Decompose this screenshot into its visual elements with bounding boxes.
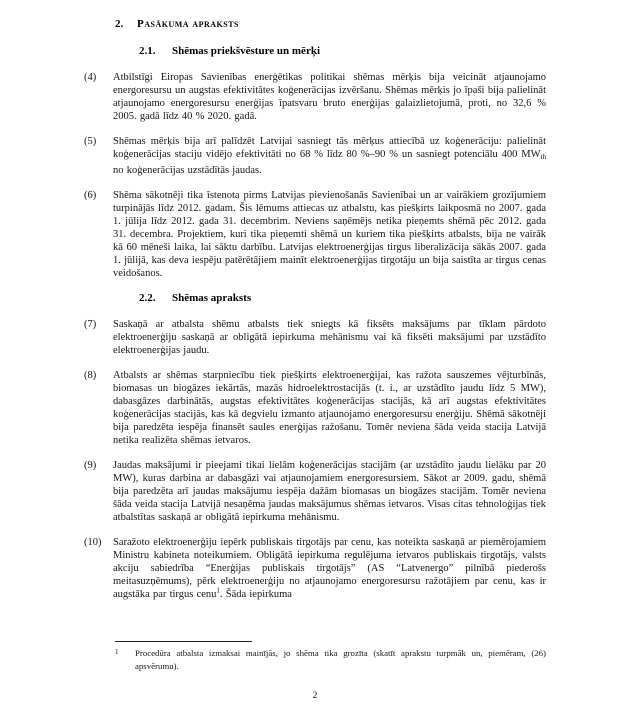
paragraph-6: [84, 189, 546, 280]
page-number: 2: [312, 691, 318, 701]
paragraph-number: (6): [84, 190, 97, 201]
section-heading-number: 2.: [115, 18, 124, 30]
subsection-heading-number: 2.2.: [139, 292, 156, 304]
footnote-text: Procedūra atbalsta izmaksai mainījās, jo shēma tika grozīta (skatīt aprakstu turpmāk un, piemēram, (26) apsvērumu).: [135, 648, 546, 671]
paragraph-text: [113, 135, 546, 177]
paragraph-number: (10): [84, 537, 102, 548]
subsection-heading-title: Shēmas priekšvēsture un mērķi: [172, 45, 320, 57]
section-heading-2-1: [139, 45, 546, 58]
paragraph-9: [84, 459, 546, 524]
footnote-reference-marker: 1: [216, 586, 220, 595]
footnote-separator-rule: [115, 641, 252, 642]
paragraph-number: (8): [84, 370, 97, 381]
paragraph-number: (9): [84, 460, 97, 471]
paragraph-8: [84, 369, 546, 447]
subscript-unit: th: [540, 153, 546, 161]
footnote-section: [84, 641, 546, 672]
section-heading-2: [115, 18, 546, 31]
paragraph-10: [84, 536, 546, 601]
paragraph-text-segment: Saražoto elektroenerģiju iepērk publiskais tirgotājs par cenu, kas noteikta saskaņā ar piemērojamiem Ministru kabineta noteikumiem. Obligātā iepirkuma regulējuma ietvaros publiskais tirgotājs, valsts akciju sabiedrība “Enerģijas publiskais tirgotājs” (AS “Latvenergo” pilnībā piederošs meitasuzņēmums), pērk elektroenerģiju no atjaunojamo energoresursu ražotājiem par cenu, kas ir augstāka par tirgus cenu: [113, 537, 546, 600]
footnote-1: [84, 647, 546, 672]
paragraph-text: Atbilstīgi Eiropas Savienības enerģētikas politikai shēmas mērķis bija veicināt atjaunojamo energoresursu un augstas efektivitātes koģenerācijas izvēršanu. Shēmas mērķis jo īpaši bija palielināt atjaunojamo energoresursu enerģijas īpatsvaru bruto enerģijas galaizlietojumā, proti, no 32,6 % 2005. gadā līdz 40 % 2020. gadā.: [113, 72, 546, 122]
paragraph-text: Atbalsts ar shēmas starpniecību tiek piešķirts elektroenerģijai, kas ražota sauszemes vējturbīnās, biomasas un biogāzes iekārtās, mazās hidroelektrostacijās (t. i., ar uzstādīto jaudu līdz 5 MW), dabasgāzes darbinātās, augstas efektivitātes koģenerācijas stacijās, kā arī augstas efektivitātes koģenerācijas stacijās, kas kā degvielu izmanto atjaunojamo energoresursu enerģiju. Shēmā sākotnēji bija paredzēta iespēja finansēt saules enerģijas ražošanu. Tomēr neviena šāda veida stacija Latvijā netika realizēta shēmas ietvaros.: [113, 370, 546, 446]
paragraph-5: [84, 135, 546, 177]
paragraph-number: (7): [84, 319, 97, 330]
paragraph-4: [84, 71, 546, 123]
paragraph-text: [113, 536, 546, 601]
document-body: [84, 14, 546, 613]
paragraph-text-segment: no koģenerācijas uzstādītās jaudas.: [113, 165, 262, 176]
paragraph-text-segment: . Šāda iepirkuma: [219, 589, 292, 600]
paragraph-number: (4): [84, 72, 97, 83]
footnote-marker: 1: [115, 648, 119, 656]
subsection-heading-title: Shēmas apraksts: [172, 292, 252, 304]
paragraph-text: Saskaņā ar atbalsta shēmu atbalsts tiek sniegts kā fiksēts maksājums par tīklam pārdoto elektroenerģiju saskaņā ar obligātā iepirkuma mehānismu vai kā fiksēti maksājumi par uzstādīto elektroenerģijas jaudu.: [113, 319, 546, 356]
subsection-heading-number: 2.1.: [139, 45, 156, 57]
paragraph-text: Jaudas maksājumi ir pieejami tikai lielām koģenerācijas stacijām (ar uzstādīto jaudu lielāku par 20 MW), kuras darbina ar dabasgāzi vai atjaunojamiem energoresursiem. Sākot ar 2009. gadu, shēmā bija paredzēta arī jaudas maksājumu iespēja dažām biomasas un biogāzes stacijām. Tomēr neviena šāda veida stacija Latvijā nesaņēma jaudas maksājumus shēmas ietvaros. Visas citas tehnoloģijas tiek atbalstītas saskaņā ar obligātā iepirkuma mehānismu.: [113, 460, 546, 523]
paragraph-number: (5): [84, 136, 97, 147]
section-heading-2-2: [139, 292, 546, 305]
paragraph-text-segment: Shēmas mērķis bija arī palīdzēt Latvijai sasniegt tās mērķus attiecībā uz koģenerāciju: palielināt koģenerācijas staciju vidējo efektivitāti no 68 % līdz 80 %–90 % un sasniegt potenciālu 400 MW: [113, 136, 546, 160]
paragraph-7: [84, 318, 546, 357]
section-heading-title: Pasākuma apraksts: [137, 18, 239, 30]
paragraph-text: Shēma sākotnēji tika īstenota pirms Latvijas pievienošanās Savienībai un ar vairākiem grozījumiem turpinājās līdz 2012. gadam. Šis lēmums attiecas uz atbalstu, kas piešķirts laikposmā no 2007. gada 1. jūlija līdz 2012. gada 31. decembrim. Neviens saņēmējs netika pieņemts shēmā pēc 2012. gada 31. decembra. Projektiem, kuri tika pieņemti shēmā un kuriem tika piešķirts atbalsts, bija ne vairāk kā 60 mēneši laika, lai sāktu darbību. Latvijas elektroenerģijas tirgus liberalizācija sākās 2007. gada 1. jūlijā, kas deva iespēju patērētājiem mainīt elektroenerģijas tirgotāju un bija saistīta ar tirgus cenas veidošanos.: [113, 190, 546, 279]
